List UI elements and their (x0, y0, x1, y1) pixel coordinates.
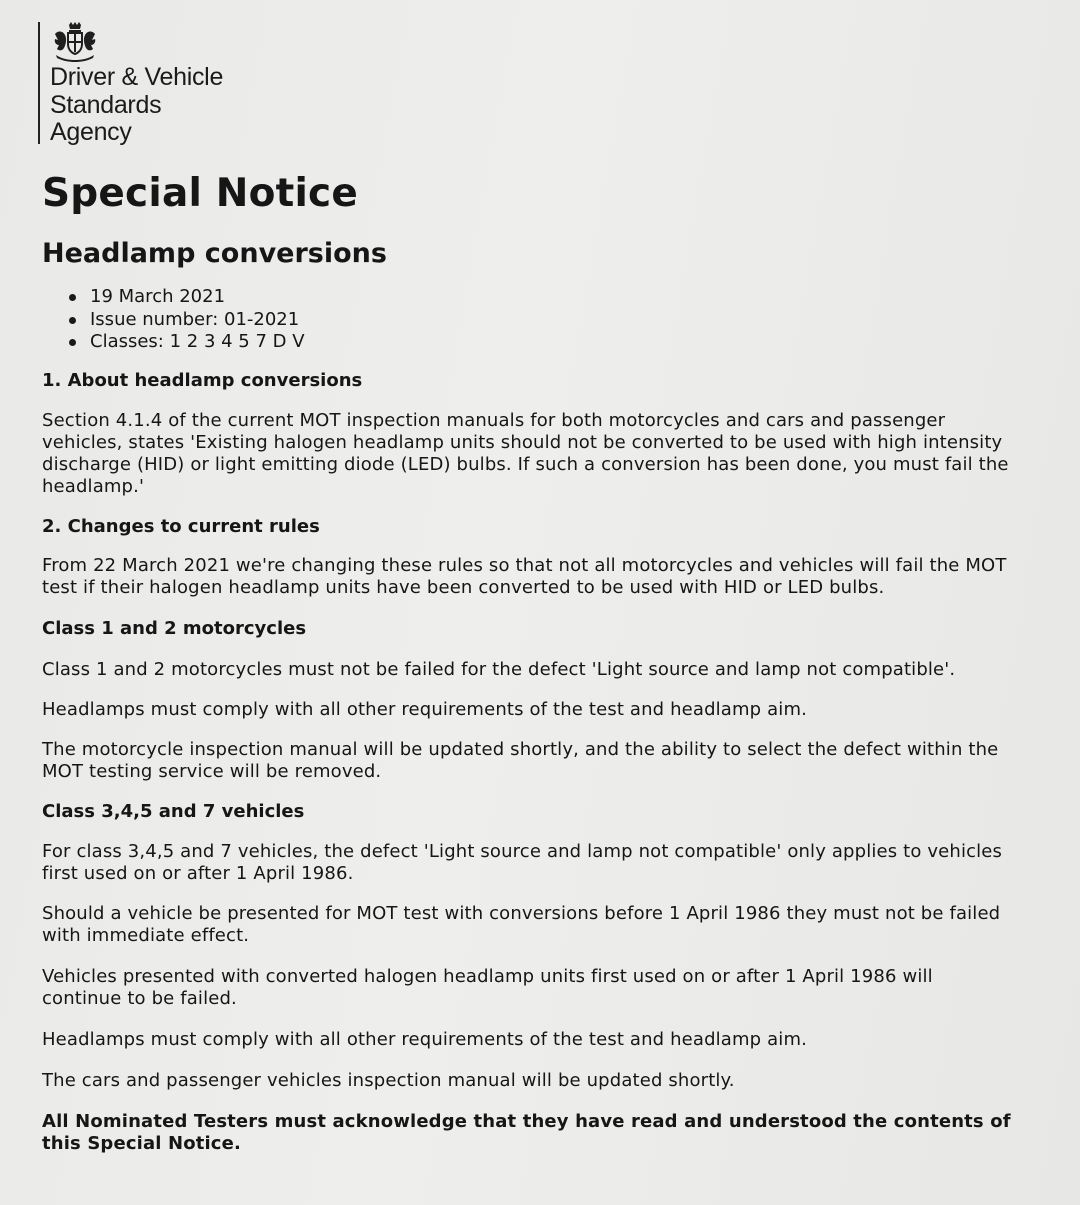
notice-meta-list (66, 286, 1078, 354)
paragraph: Class 1 and 2 motorcycles must not be failed for the defect 'Light source and lamp not compatible'. (42, 658, 956, 680)
paragraph: Should a vehicle be presented for MOT test with conversions before 1 April 1986 they must not be failed with immediate effect. (42, 902, 1001, 946)
section-heading: 1. About headlamp conversions (42, 369, 363, 391)
agency-name (50, 64, 223, 147)
section-heading: 2. Changes to current rules (42, 515, 320, 537)
paragraph: Vehicles presented with converted halogen headlamp units first used on or after 1 April 1986 will continue to be failed. (42, 965, 933, 1009)
meta-item-classes: Classes: 1 2 3 4 5 7 D V (66, 331, 1078, 354)
paragraph: Headlamps must comply with all other requirements of the test and headlamp aim. (42, 1028, 808, 1050)
meta-item-date: 19 March 2021 (66, 286, 1078, 309)
paragraph: For class 3,4,5 and 7 vehicles, the defect 'Light source and lamp not compatible' only applies to vehicles first used on or after 1 April 1986. (42, 840, 1003, 884)
subsection-heading: Class 1 and 2 motorcycles (42, 617, 307, 639)
paragraph: From 22 March 2021 we're changing these rules so that not all motorcycles and vehicles will fail the MOT test if their halogen headlamp units have been converted to be used with HID or LED bulbs. (42, 554, 1007, 598)
meta-item-issue: Issue number: 01-2021 (66, 309, 1078, 332)
subsection-heading: Class 3,4,5 and 7 vehicles (42, 800, 305, 822)
closing-statement: All Nominated Testers must acknowledge that they have read and understood the contents of this Special Notice. (42, 1110, 1011, 1154)
agency-logo (38, 22, 223, 144)
notice-subtitle: Headlamp conversions (42, 238, 387, 269)
paragraph: Section 4.1.4 of the current MOT inspection manuals for both motorcycles and cars and passenger vehicles, states 'Existing halogen headlamp units should not be converted to be used with high intensity discharge (HID) or light emitting diode (LED) bulbs. If such a conversion has been done, you must fail the headlamp.' (42, 409, 1009, 497)
bullet-icon (69, 317, 76, 324)
notice-content (42, 168, 1078, 1155)
notice-title: Special Notice (42, 171, 359, 216)
agency-name-line: Standards (50, 90, 162, 119)
bullet-icon (69, 294, 76, 301)
paragraph: The motorcycle inspection manual will be updated shortly, and the ability to select the defect within the MOT testing service will be removed. (42, 738, 999, 782)
paragraph: The cars and passenger vehicles inspection manual will be updated shortly. (42, 1069, 735, 1091)
royal-crest-icon (52, 22, 98, 62)
paragraph: Headlamps must comply with all other requirements of the test and headlamp aim. (42, 698, 808, 720)
agency-name-line: Agency (50, 118, 132, 146)
agency-name-line: Driver & Vehicle (50, 63, 224, 91)
bullet-icon (69, 339, 76, 346)
